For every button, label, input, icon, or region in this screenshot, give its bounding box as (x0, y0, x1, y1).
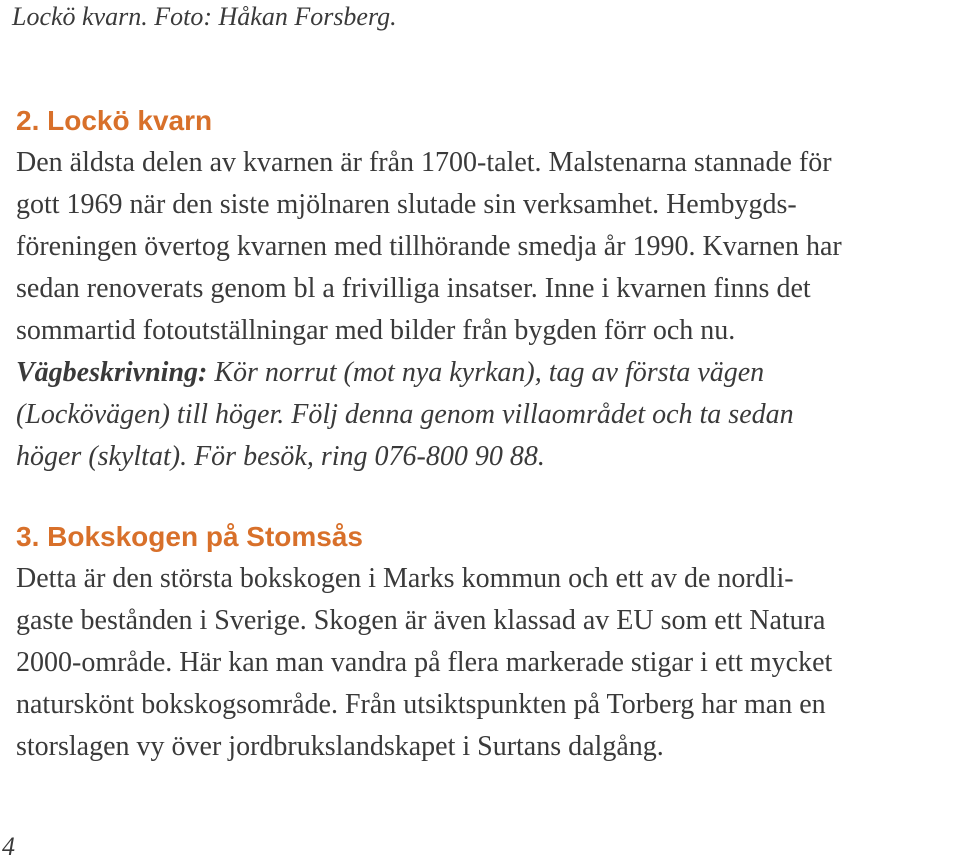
page-number: 4 (2, 832, 15, 861)
document-page (2, 0, 960, 863)
directions-line: (Lockövägen) till höger. Följ denna genom villaområdet och ta sedan (16, 399, 794, 430)
paragraph-line: sommartid fotoutställningar med bilder från bygden förr och nu. (16, 315, 736, 346)
paragraph-line: Detta är den största bokskogen i Marks kommun och ett av de nordli- (16, 563, 794, 594)
paragraph-line: gott 1969 när den siste mjölnaren slutade sin verksamhet. Hembygds- (16, 189, 797, 220)
paragraph-line: föreningen övertog kvarnen med tillhörande smedja år 1990. Kvarnen har (16, 231, 842, 262)
paragraph-line: storslagen vy över jordbrukslandskapet i Surtans dalgång. (16, 731, 664, 762)
photo-caption: Lockö kvarn. Foto: Håkan Forsberg. (12, 2, 397, 31)
directions-text: Kör norrut (mot nya kyrkan), tag av första vägen (207, 357, 765, 388)
paragraph-line: Den äldsta delen av kvarnen är från 1700-talet. Malstenarna stannade för (16, 147, 832, 178)
directions-label: Vägbeskrivning: (16, 357, 208, 388)
paragraph-line: sedan renoverats genom bl a frivilliga insatser. Inne i kvarnen finns det (16, 273, 811, 304)
section-heading-bokskogen: 3. Bokskogen på Stomsås (16, 521, 364, 552)
section-heading-lockö-kvarn: 2. Lockö kvarn (16, 105, 213, 136)
directions-line: höger (skyltat). För besök, ring 076-800 90 88. (16, 441, 545, 472)
paragraph-line: 2000-område. Här kan man vandra på flera markerade stigar i ett mycket (16, 647, 833, 678)
directions-line (16, 356, 764, 390)
paragraph-line: naturskönt bokskogsområde. Från utsiktspunkten på Torberg har man en (16, 689, 826, 720)
paragraph-line: gaste bestånden i Sverige. Skogen är även klassad av EU som ett Natura (16, 605, 826, 636)
